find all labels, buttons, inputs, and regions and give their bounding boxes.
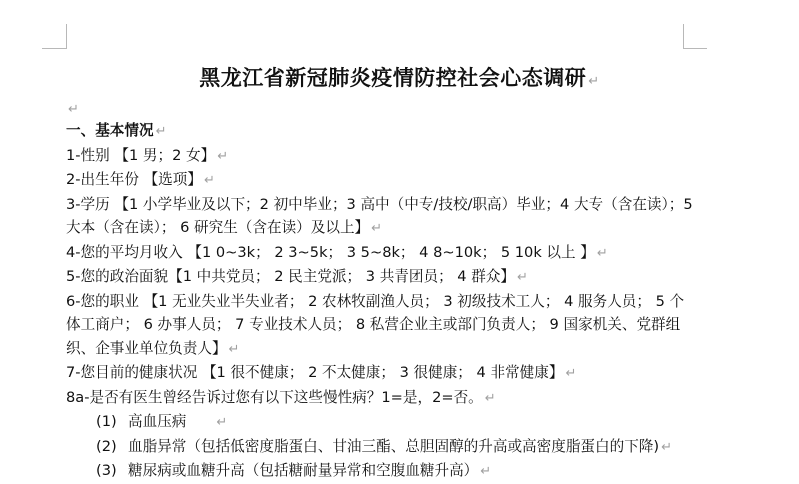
- question-text: 3-学历 【1 小学毕业及以下；2 初中毕业；3 高中（中专/技校/职高）毕业；4 大专（含在读）；5 大本（含在读）； 6 研究生（含在读）及以上】: [66, 195, 693, 236]
- question-chronic-disease[interactable]: [66, 386, 696, 411]
- question-gender[interactable]: [66, 144, 696, 169]
- paragraph-mark-icon: ↵: [228, 341, 240, 357]
- list-item[interactable]: [66, 459, 696, 484]
- paragraph-mark-icon: ↵: [484, 390, 496, 406]
- paragraph-mark-icon: ↵: [203, 173, 215, 188]
- question-political-status[interactable]: [66, 265, 696, 290]
- question-income[interactable]: [66, 241, 696, 266]
- empty-paragraph[interactable]: [66, 98, 79, 117]
- list-item-text: 糖尿病或血糖升高（包括糖耐量异常和空腹血糖升高）: [128, 462, 479, 479]
- question-birth-year[interactable]: [66, 168, 696, 193]
- paragraph-mark-icon: ↵: [596, 245, 608, 261]
- paragraph-mark-icon: ↵: [480, 464, 492, 479]
- document-title-text: 黑龙江省新冠肺炎疫情防控社会心态调研: [199, 66, 587, 90]
- question-health[interactable]: [66, 361, 696, 386]
- paragraph-mark-icon: ↵: [217, 148, 229, 164]
- list-item[interactable]: [66, 410, 696, 435]
- section-heading[interactable]: [66, 119, 696, 144]
- paragraph-mark-icon: ↵: [371, 221, 383, 236]
- paragraph-mark-icon: ↵: [517, 270, 528, 285]
- question-occupation[interactable]: [66, 290, 696, 362]
- margin-corner-top-left-vertical: [66, 24, 67, 49]
- question-text: 7-您目前的健康状况 【1 很不健康； 2 不太健康； 3 很健康； 4 非常健康】: [66, 364, 564, 381]
- paragraph-mark-icon: ↵: [68, 102, 79, 117]
- paragraph-mark-icon: ↵: [155, 124, 167, 139]
- list-item[interactable]: [66, 435, 696, 460]
- list-item-text: 血脂异常（包括低密度脂蛋白、甘油三酯、总胆固醇的升高或高密度脂蛋白的下降): [128, 437, 660, 455]
- document-body[interactable]: [66, 119, 696, 484]
- section-heading-text: 一、基本情况: [66, 122, 154, 139]
- paragraph-mark-icon: ↵: [216, 415, 228, 430]
- question-education[interactable]: [66, 193, 696, 241]
- list-item-number: (1): [96, 413, 117, 430]
- list-item-number: (3): [96, 462, 117, 479]
- margin-corner-top-right: [683, 48, 707, 49]
- document-title[interactable]: [0, 62, 799, 92]
- margin-corner-top-left: [42, 48, 66, 49]
- list-item-text: 高血压病: [128, 413, 187, 430]
- question-text: 5-您的政治面貌【1 中共党员； 2 民主党派； 3 共青团员； 4 群众】: [66, 268, 516, 285]
- list-item-number: (2): [96, 437, 117, 455]
- question-text: 4-您的平均月收入 【1 0~3k； 2 3~5k； 3 5~8k； 4 8~10k； 5 10k 以上 】: [66, 243, 595, 261]
- question-text: 1-性别 【1 男；2 女】: [66, 146, 216, 164]
- paragraph-mark-icon: ↵: [565, 366, 577, 381]
- question-text: 6-您的职业 【1 无业失业半失业者； 2 农林牧副渔人员； 3 初级技术工人； 4 服务人员； 5 个体工商户； 6 办事人员； 7 专业技术人员； 8 私营企业主或部门负责人； 9 国家机关、党群组织、企事业单位负责人】: [66, 292, 685, 357]
- question-text: 8a-是否有医生曾经告诉过您有以下这些慢性病？1=是，2=否。: [66, 388, 483, 406]
- paragraph-mark-icon: ↵: [661, 439, 672, 455]
- question-text: 2-出生年份 【选项】: [66, 171, 202, 188]
- margin-corner-top-right-vertical: [683, 24, 684, 49]
- paragraph-mark-icon: ↵: [588, 74, 600, 89]
